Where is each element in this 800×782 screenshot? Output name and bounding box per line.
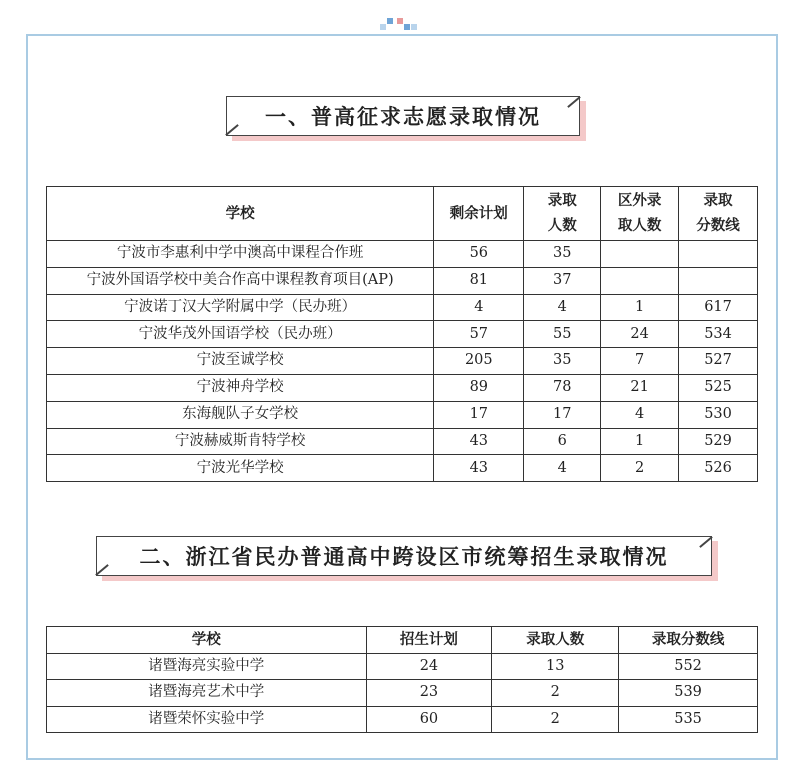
value-cell: 6 xyxy=(524,428,601,455)
school-name-cell: 宁波外国语学校中美合作高中课程教育项目(AP) xyxy=(47,267,434,294)
column-header: 招生计划 xyxy=(366,627,492,654)
column-header: 录取 人数 xyxy=(524,187,601,241)
column-header: 录取人数 xyxy=(492,627,619,654)
school-name-cell: 诸暨荣怀实验中学 xyxy=(47,706,367,733)
value-cell: 1 xyxy=(601,294,679,321)
table-header-row xyxy=(47,627,758,654)
value-cell: 55 xyxy=(524,321,601,348)
value-cell: 527 xyxy=(679,348,758,375)
value-cell: 21 xyxy=(601,374,679,401)
section1-heading xyxy=(226,96,580,136)
value-cell: 529 xyxy=(679,428,758,455)
value-cell xyxy=(601,241,679,268)
school-name-cell: 东海舰队子女学校 xyxy=(47,401,434,428)
value-cell: 552 xyxy=(619,653,758,680)
column-header: 学校 xyxy=(47,627,367,654)
value-cell: 35 xyxy=(524,241,601,268)
value-cell: 1 xyxy=(601,428,679,455)
value-cell: 535 xyxy=(619,706,758,733)
school-name-cell: 宁波神舟学校 xyxy=(47,374,434,401)
value-cell: 2 xyxy=(492,706,619,733)
table-header-row xyxy=(47,187,758,241)
table-row xyxy=(47,401,758,428)
value-cell: 89 xyxy=(434,374,524,401)
value-cell: 60 xyxy=(366,706,492,733)
value-cell: 617 xyxy=(679,294,758,321)
value-cell: 24 xyxy=(601,321,679,348)
value-cell: 530 xyxy=(679,401,758,428)
value-cell xyxy=(601,267,679,294)
table-row xyxy=(47,321,758,348)
school-name-cell: 宁波光华学校 xyxy=(47,455,434,482)
value-cell: 35 xyxy=(524,348,601,375)
value-cell: 4 xyxy=(601,401,679,428)
value-cell xyxy=(679,241,758,268)
school-name-cell: 诸暨海亮实验中学 xyxy=(47,653,367,680)
decoration-squares-icon xyxy=(380,14,420,32)
school-name-cell: 宁波至诚学校 xyxy=(47,348,434,375)
value-cell: 7 xyxy=(601,348,679,375)
value-cell: 534 xyxy=(679,321,758,348)
value-cell: 37 xyxy=(524,267,601,294)
school-name-cell: 宁波华茂外国语学校（民办班） xyxy=(47,321,434,348)
column-header: 录取分数线 xyxy=(619,627,758,654)
table-row xyxy=(47,374,758,401)
value-cell: 4 xyxy=(524,455,601,482)
value-cell: 525 xyxy=(679,374,758,401)
section1-table xyxy=(46,186,758,482)
value-cell: 526 xyxy=(679,455,758,482)
column-header: 区外录 取人数 xyxy=(601,187,679,241)
value-cell xyxy=(679,267,758,294)
table-row xyxy=(47,455,758,482)
table-row xyxy=(47,680,758,707)
school-name-cell: 诸暨海亮艺术中学 xyxy=(47,680,367,707)
value-cell: 57 xyxy=(434,321,524,348)
section1-title: 一、普高征求志愿录取情况 xyxy=(265,105,541,129)
value-cell: 81 xyxy=(434,267,524,294)
table-row xyxy=(47,428,758,455)
column-header: 学校 xyxy=(47,187,434,241)
column-header: 剩余计划 xyxy=(434,187,524,241)
table-row xyxy=(47,653,758,680)
value-cell: 4 xyxy=(524,294,601,321)
heading-corner-icon xyxy=(225,124,239,136)
value-cell: 205 xyxy=(434,348,524,375)
section2-title: 二、浙江省民办普通高中跨设区市统筹招生录取情况 xyxy=(139,545,669,569)
value-cell: 56 xyxy=(434,241,524,268)
value-cell: 78 xyxy=(524,374,601,401)
value-cell: 539 xyxy=(619,680,758,707)
table-row xyxy=(47,267,758,294)
section2-table xyxy=(46,626,758,733)
value-cell: 43 xyxy=(434,428,524,455)
table-row xyxy=(47,241,758,268)
school-name-cell: 宁波赫威斯肯特学校 xyxy=(47,428,434,455)
value-cell: 43 xyxy=(434,455,524,482)
value-cell: 2 xyxy=(601,455,679,482)
heading-corner-icon xyxy=(567,96,581,108)
school-name-cell: 宁波市李惠利中学中澳高中课程合作班 xyxy=(47,241,434,268)
table-row xyxy=(47,294,758,321)
value-cell: 17 xyxy=(434,401,524,428)
value-cell: 4 xyxy=(434,294,524,321)
value-cell: 23 xyxy=(366,680,492,707)
table-row xyxy=(47,348,758,375)
value-cell: 24 xyxy=(366,653,492,680)
heading-corner-icon xyxy=(699,536,713,548)
section2-heading xyxy=(96,536,712,576)
column-header: 录取 分数线 xyxy=(679,187,758,241)
value-cell: 13 xyxy=(492,653,619,680)
value-cell: 2 xyxy=(492,680,619,707)
value-cell: 17 xyxy=(524,401,601,428)
heading-corner-icon xyxy=(95,564,109,576)
table-row xyxy=(47,706,758,733)
school-name-cell: 宁波诺丁汉大学附属中学（民办班） xyxy=(47,294,434,321)
